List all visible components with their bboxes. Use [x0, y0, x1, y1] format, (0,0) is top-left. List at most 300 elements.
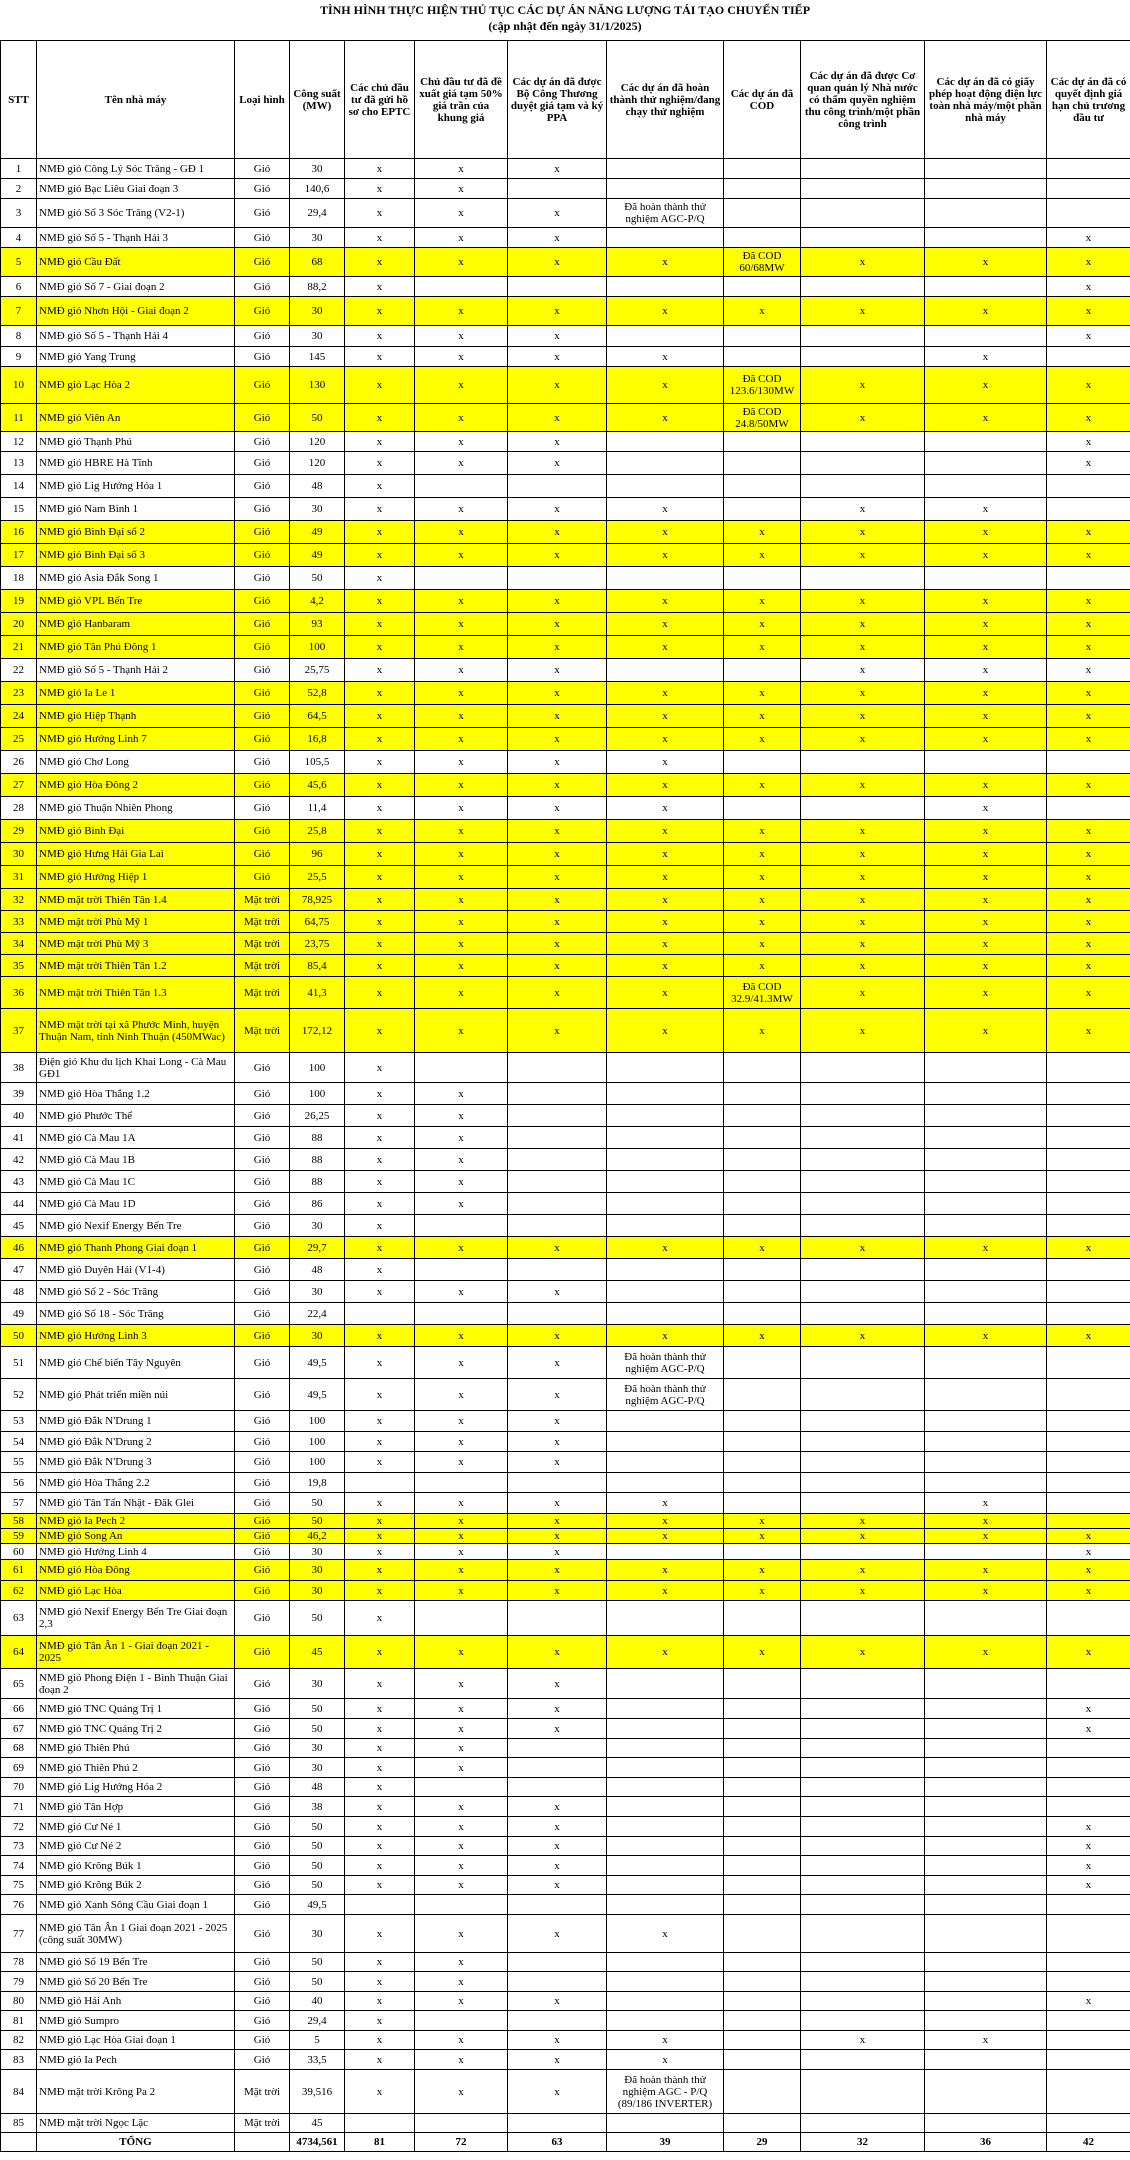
price-proposal-cell: x: [415, 1281, 508, 1303]
price-proposal-cell: x: [415, 1083, 508, 1105]
license-cell: x: [925, 544, 1047, 567]
cod-cell: [724, 1778, 801, 1797]
acceptance-cell: [801, 452, 925, 475]
license-cell: [925, 1778, 1047, 1797]
stt-cell: 72: [1, 1817, 37, 1837]
table-row: [1, 1347, 1130, 1379]
table-row: [1, 1953, 1130, 1972]
table-row: [1, 2070, 1130, 2114]
testing-cell: Đã hoàn thành thử nghiệm AGC-P/Q: [607, 1379, 724, 1411]
capacity-cell: 29,4: [290, 2011, 345, 2031]
eptc-cell: x: [345, 1719, 415, 1739]
capacity-cell: 30: [290, 1560, 345, 1581]
type-cell: Gió: [235, 705, 290, 728]
testing-cell: [607, 475, 724, 498]
price-proposal-cell: x: [415, 613, 508, 636]
table-row: [1, 567, 1130, 590]
investment-decision-cell: [1047, 1303, 1130, 1325]
license-cell: [925, 159, 1047, 179]
eptc-cell: x: [345, 1171, 415, 1193]
acceptance-cell: [801, 2070, 925, 2114]
ppa-cell: x: [508, 977, 607, 1009]
price-proposal-cell: x: [415, 977, 508, 1009]
testing-cell: x: [607, 843, 724, 866]
eptc-cell: x: [345, 367, 415, 404]
license-cell: x: [925, 843, 1047, 866]
price-proposal-cell: x: [415, 1837, 508, 1856]
plant-name-cell: NMĐ gió Krông Búk 1: [37, 1856, 235, 1876]
plant-name-cell: Điện gió Khu du lịch Khai Long - Cà Mau GĐ1: [37, 1053, 235, 1083]
plant-name-cell: NMĐ gió Hòa Thắng 1.2: [37, 1083, 235, 1105]
plant-name-cell: NMĐ gió Nexif Energy Bến Tre: [37, 1215, 235, 1237]
type-cell: Mặt trời: [235, 933, 290, 955]
cod-cell: [724, 1544, 801, 1560]
eptc-cell: x: [345, 1215, 415, 1237]
plant-name-cell: NMĐ gió Bình Đại số 3: [37, 544, 235, 567]
table-row: [1, 1581, 1130, 1601]
license-cell: x: [925, 1237, 1047, 1259]
type-cell: Gió: [235, 1149, 290, 1171]
column-header: Các dự án đã hoàn thành thử nghiệm/đang chạy thử nghiệm: [607, 41, 724, 159]
type-cell: Gió: [235, 1601, 290, 1636]
header-row: [1, 41, 1130, 159]
eptc-cell: x: [345, 2050, 415, 2070]
type-cell: Gió: [235, 797, 290, 820]
capacity-cell: 50: [290, 1953, 345, 1972]
acceptance-cell: [801, 1193, 925, 1215]
cod-cell: x: [724, 1237, 801, 1259]
investment-decision-cell: x: [1047, 705, 1130, 728]
plant-name-cell: NMĐ gió Lig Hướng Hóa 1: [37, 475, 235, 498]
license-cell: [925, 1915, 1047, 1953]
plant-name-cell: NMĐ gió Số 18 - Sóc Trăng: [37, 1303, 235, 1325]
ppa-cell: [508, 1105, 607, 1127]
acceptance-cell: [801, 1953, 925, 1972]
stt-cell: 26: [1, 751, 37, 774]
capacity-cell: 64,75: [290, 911, 345, 933]
investment-decision-cell: [1047, 1411, 1130, 1432]
column-header: Các dự án đã được Cơ quan quản lý Nhà nước có thẩm quyền nghiệm thu công trình/một phần công trình: [801, 41, 925, 159]
ppa-cell: x: [508, 452, 607, 475]
price-proposal-cell: [415, 1473, 508, 1493]
type-cell: Gió: [235, 1972, 290, 1992]
eptc-cell: x: [345, 1797, 415, 1817]
license-cell: [925, 1215, 1047, 1237]
license-cell: [925, 1259, 1047, 1281]
table-row: [1, 751, 1130, 774]
table-row: [1, 326, 1130, 347]
plant-name-cell: NMĐ mặt trời Thiên Tân 1.3: [37, 977, 235, 1009]
acceptance-cell: [801, 797, 925, 820]
testing-cell: [607, 567, 724, 590]
investment-decision-cell: [1047, 159, 1130, 179]
acceptance-cell: x: [801, 933, 925, 955]
acceptance-cell: [801, 1281, 925, 1303]
plant-name-cell: NMĐ mặt trời Thiên Tân 1.4: [37, 889, 235, 911]
testing-cell: [607, 1797, 724, 1817]
price-proposal-cell: x: [415, 1379, 508, 1411]
cod-cell: [724, 179, 801, 199]
type-cell: Mặt trời: [235, 955, 290, 977]
acceptance-cell: x: [801, 636, 925, 659]
stt-cell: 77: [1, 1915, 37, 1953]
table-row: [1, 1778, 1130, 1797]
price-proposal-cell: x: [415, 682, 508, 705]
eptc-cell: x: [345, 751, 415, 774]
ppa-cell: [508, 277, 607, 297]
plant-name-cell: NMĐ gió Asia Đắk Song 1: [37, 567, 235, 590]
cod-cell: [724, 1992, 801, 2011]
cod-cell: [724, 2050, 801, 2070]
license-cell: x: [925, 1636, 1047, 1669]
type-cell: Gió: [235, 1259, 290, 1281]
investment-decision-cell: [1047, 567, 1130, 590]
stt-cell: 46: [1, 1237, 37, 1259]
eptc-cell: x: [345, 1636, 415, 1669]
eptc-cell: x: [345, 1347, 415, 1379]
ppa-cell: x: [508, 367, 607, 404]
plant-name-cell: NMĐ gió Hướng Linh 7: [37, 728, 235, 751]
cod-cell: [724, 1411, 801, 1432]
eptc-cell: x: [345, 820, 415, 843]
type-cell: Gió: [235, 567, 290, 590]
ppa-cell: [508, 567, 607, 590]
cod-cell: [724, 159, 801, 179]
testing-cell: [607, 1876, 724, 1895]
ppa-cell: x: [508, 521, 607, 544]
plant-name-cell: NMĐ mặt trời Phù Mỹ 3: [37, 933, 235, 955]
license-cell: [925, 1053, 1047, 1083]
eptc-cell: x: [345, 705, 415, 728]
ppa-cell: x: [508, 911, 607, 933]
type-cell: Gió: [235, 452, 290, 475]
ppa-cell: [508, 475, 607, 498]
cod-cell: [724, 751, 801, 774]
plant-name-cell: NMĐ gió Hòa Đông: [37, 1560, 235, 1581]
acceptance-cell: [801, 1379, 925, 1411]
stt-cell: 6: [1, 277, 37, 297]
column-header: Tên nhà máy: [37, 41, 235, 159]
cod-cell: [724, 1758, 801, 1778]
stt-cell: 84: [1, 2070, 37, 2114]
stt-cell: 78: [1, 1953, 37, 1972]
capacity-cell: 25,8: [290, 820, 345, 843]
eptc-cell: x: [345, 1560, 415, 1581]
cod-cell: [724, 1303, 801, 1325]
table-row: [1, 889, 1130, 911]
stt-cell: 8: [1, 326, 37, 347]
testing-cell: x: [607, 2050, 724, 2070]
testing-cell: x: [607, 866, 724, 889]
testing-cell: x: [607, 248, 724, 277]
acceptance-cell: [801, 751, 925, 774]
testing-cell: [607, 1259, 724, 1281]
type-cell: Mặt trời: [235, 889, 290, 911]
price-proposal-cell: x: [415, 1432, 508, 1452]
testing-cell: [607, 1817, 724, 1837]
plant-name-cell: NMĐ gió Cầu Đất: [37, 248, 235, 277]
acceptance-cell: [801, 1083, 925, 1105]
investment-decision-cell: [1047, 1171, 1130, 1193]
price-proposal-cell: [415, 1303, 508, 1325]
testing-cell: x: [607, 1636, 724, 1669]
plant-name-cell: NMĐ gió Số 7 - Giai đoạn 2: [37, 277, 235, 297]
testing-cell: [607, 1473, 724, 1493]
acceptance-cell: [801, 1817, 925, 1837]
license-cell: x: [925, 404, 1047, 432]
capacity-cell: 145: [290, 347, 345, 367]
ppa-cell: x: [508, 955, 607, 977]
cod-cell: [724, 1669, 801, 1699]
table-row: [1, 1303, 1130, 1325]
ppa-cell: [508, 1083, 607, 1105]
acceptance-cell: x: [801, 613, 925, 636]
eptc-cell: x: [345, 159, 415, 179]
license-cell: [925, 1544, 1047, 1560]
acceptance-cell: [801, 1171, 925, 1193]
total-count: 32: [801, 2133, 925, 2152]
testing-cell: x: [607, 751, 724, 774]
capacity-cell: 30: [290, 1758, 345, 1778]
type-cell: Gió: [235, 682, 290, 705]
acceptance-cell: x: [801, 1514, 925, 1529]
table-row: [1, 1237, 1130, 1259]
ppa-cell: x: [508, 1837, 607, 1856]
eptc-cell: [345, 1303, 415, 1325]
license-cell: [925, 1281, 1047, 1303]
testing-cell: [607, 228, 724, 248]
type-cell: Gió: [235, 774, 290, 797]
acceptance-cell: [801, 1895, 925, 1915]
plant-name-cell: NMĐ gió Tân Tấn Nhật - Đăk Glei: [37, 1493, 235, 1514]
investment-decision-cell: x: [1047, 1856, 1130, 1876]
stt-cell: 79: [1, 1972, 37, 1992]
testing-cell: x: [607, 1581, 724, 1601]
ppa-cell: x: [508, 590, 607, 613]
license-cell: [925, 1601, 1047, 1636]
ppa-cell: x: [508, 1529, 607, 1544]
type-cell: Gió: [235, 1581, 290, 1601]
cod-cell: [724, 1149, 801, 1171]
type-cell: Gió: [235, 590, 290, 613]
investment-decision-cell: x: [1047, 1876, 1130, 1895]
acceptance-cell: x: [801, 705, 925, 728]
eptc-cell: x: [345, 1493, 415, 1514]
stt-cell: 71: [1, 1797, 37, 1817]
eptc-cell: x: [345, 774, 415, 797]
table-row: [1, 228, 1130, 248]
capacity-cell: 23,75: [290, 933, 345, 955]
eptc-cell: x: [345, 1739, 415, 1758]
capacity-cell: 5: [290, 2031, 345, 2050]
cod-cell: x: [724, 728, 801, 751]
license-cell: [925, 1699, 1047, 1719]
price-proposal-cell: x: [415, 248, 508, 277]
type-cell: Gió: [235, 1193, 290, 1215]
cod-cell: [724, 1171, 801, 1193]
table-row: [1, 977, 1130, 1009]
capacity-cell: 25,75: [290, 659, 345, 682]
cod-cell: [724, 1432, 801, 1452]
investment-decision-cell: x: [1047, 1817, 1130, 1837]
eptc-cell: x: [345, 1669, 415, 1699]
eptc-cell: x: [345, 613, 415, 636]
acceptance-cell: x: [801, 1237, 925, 1259]
investment-decision-cell: x: [1047, 889, 1130, 911]
cod-cell: x: [724, 1325, 801, 1347]
investment-decision-cell: x: [1047, 297, 1130, 326]
total-count: 81: [345, 2133, 415, 2152]
acceptance-cell: x: [801, 866, 925, 889]
cod-cell: x: [724, 843, 801, 866]
acceptance-cell: [801, 2114, 925, 2133]
type-cell: Gió: [235, 297, 290, 326]
capacity-cell: 29,7: [290, 1237, 345, 1259]
capacity-cell: 100: [290, 1053, 345, 1083]
stt-cell: 25: [1, 728, 37, 751]
capacity-cell: 41,3: [290, 977, 345, 1009]
table-row: [1, 705, 1130, 728]
license-cell: x: [925, 797, 1047, 820]
testing-cell: [607, 1699, 724, 1719]
cod-cell: [724, 1856, 801, 1876]
cod-cell: [724, 228, 801, 248]
cod-cell: [724, 1915, 801, 1953]
cod-cell: [724, 567, 801, 590]
table-row: [1, 1529, 1130, 1544]
testing-cell: x: [607, 636, 724, 659]
plant-name-cell: NMĐ gió Số 3 Sóc Trăng (V2-1): [37, 199, 235, 228]
plant-name-cell: NMĐ gió Phát triển miền núi: [37, 1379, 235, 1411]
investment-decision-cell: [1047, 179, 1130, 199]
stt-cell: 34: [1, 933, 37, 955]
capacity-cell: 50: [290, 1972, 345, 1992]
type-cell: Gió: [235, 1669, 290, 1699]
investment-decision-cell: x: [1047, 1699, 1130, 1719]
price-proposal-cell: x: [415, 2070, 508, 2114]
investment-decision-cell: [1047, 1972, 1130, 1992]
ppa-cell: x: [508, 1817, 607, 1837]
column-header: Các dự án đã COD: [724, 41, 801, 159]
license-cell: [925, 228, 1047, 248]
report-title: [0, 0, 1130, 38]
eptc-cell: x: [345, 682, 415, 705]
eptc-cell: x: [345, 1237, 415, 1259]
type-cell: Gió: [235, 1514, 290, 1529]
ppa-cell: [508, 1739, 607, 1758]
price-proposal-cell: x: [415, 452, 508, 475]
acceptance-cell: [801, 1739, 925, 1758]
type-cell: Gió: [235, 1432, 290, 1452]
acceptance-cell: x: [801, 1560, 925, 1581]
price-proposal-cell: x: [415, 2031, 508, 2050]
price-proposal-cell: x: [415, 820, 508, 843]
plant-name-cell: NMĐ gió Chế biến Tây Nguyên: [37, 1347, 235, 1379]
type-cell: Gió: [235, 1215, 290, 1237]
stt-cell: 18: [1, 567, 37, 590]
stt-cell: 62: [1, 1581, 37, 1601]
price-proposal-cell: x: [415, 590, 508, 613]
license-cell: x: [925, 498, 1047, 521]
stt-cell: 76: [1, 1895, 37, 1915]
plant-name-cell: NMĐ gió Thiên Phú 2: [37, 1758, 235, 1778]
stt-cell: 58: [1, 1514, 37, 1529]
capacity-cell: 93: [290, 613, 345, 636]
price-proposal-cell: [415, 1601, 508, 1636]
price-proposal-cell: x: [415, 1699, 508, 1719]
acceptance-cell: x: [801, 248, 925, 277]
capacity-cell: 50: [290, 1876, 345, 1895]
testing-cell: x: [607, 797, 724, 820]
plant-name-cell: NMĐ gió Cà Mau 1C: [37, 1171, 235, 1193]
price-proposal-cell: x: [415, 797, 508, 820]
investment-decision-cell: [1047, 2070, 1130, 2114]
stt-cell: 64: [1, 1636, 37, 1669]
investment-decision-cell: x: [1047, 404, 1130, 432]
investment-decision-cell: x: [1047, 1719, 1130, 1739]
capacity-cell: 29,4: [290, 199, 345, 228]
eptc-cell: x: [345, 2011, 415, 2031]
license-cell: x: [925, 1325, 1047, 1347]
plant-name-cell: NMĐ gió Số 5 - Thạnh Hải 3: [37, 228, 235, 248]
plant-name-cell: NMĐ gió Tân Ân 1 Giai đoạn 2021 - 2025 (công suất 30MW): [37, 1915, 235, 1953]
ppa-cell: x: [508, 1514, 607, 1529]
acceptance-cell: [801, 1837, 925, 1856]
type-cell: Gió: [235, 1347, 290, 1379]
testing-cell: [607, 1601, 724, 1636]
table-body: [1, 159, 1130, 2133]
eptc-cell: x: [345, 728, 415, 751]
testing-cell: [607, 159, 724, 179]
type-cell: Mặt trời: [235, 2114, 290, 2133]
ppa-cell: x: [508, 1876, 607, 1895]
stt-cell: 47: [1, 1259, 37, 1281]
plant-name-cell: NMĐ gió Tân Ân 1 - Giai đoạn 2021 - 2025: [37, 1636, 235, 1669]
testing-cell: [607, 1669, 724, 1699]
investment-decision-cell: x: [1047, 544, 1130, 567]
capacity-cell: 30: [290, 1915, 345, 1953]
license-cell: x: [925, 590, 1047, 613]
type-cell: Gió: [235, 367, 290, 404]
testing-cell: [607, 1758, 724, 1778]
investment-decision-cell: x: [1047, 590, 1130, 613]
eptc-cell: x: [345, 1915, 415, 1953]
investment-decision-cell: [1047, 1758, 1130, 1778]
cod-cell: Đã COD 123.6/130MW: [724, 367, 801, 404]
plant-name-cell: NMĐ gió Lạc Hòa Giai đoạn 1: [37, 2031, 235, 2050]
eptc-cell: x: [345, 636, 415, 659]
testing-cell: x: [607, 1915, 724, 1953]
investment-decision-cell: [1047, 2114, 1130, 2133]
type-cell: Gió: [235, 728, 290, 751]
stt-cell: 33: [1, 911, 37, 933]
plant-name-cell: NMĐ mặt trời Phù Mỹ 1: [37, 911, 235, 933]
testing-cell: [607, 1837, 724, 1856]
ppa-cell: x: [508, 728, 607, 751]
ppa-cell: x: [508, 659, 607, 682]
investment-decision-cell: [1047, 1493, 1130, 1514]
type-cell: Gió: [235, 1281, 290, 1303]
ppa-cell: x: [508, 404, 607, 432]
price-proposal-cell: x: [415, 404, 508, 432]
license-cell: [925, 1303, 1047, 1325]
plant-name-cell: NMĐ gió Cà Mau 1A: [37, 1127, 235, 1149]
license-cell: [925, 1193, 1047, 1215]
ppa-cell: x: [508, 1992, 607, 2011]
table-row: [1, 1817, 1130, 1837]
investment-decision-cell: [1047, 2050, 1130, 2070]
price-proposal-cell: [415, 1778, 508, 1797]
